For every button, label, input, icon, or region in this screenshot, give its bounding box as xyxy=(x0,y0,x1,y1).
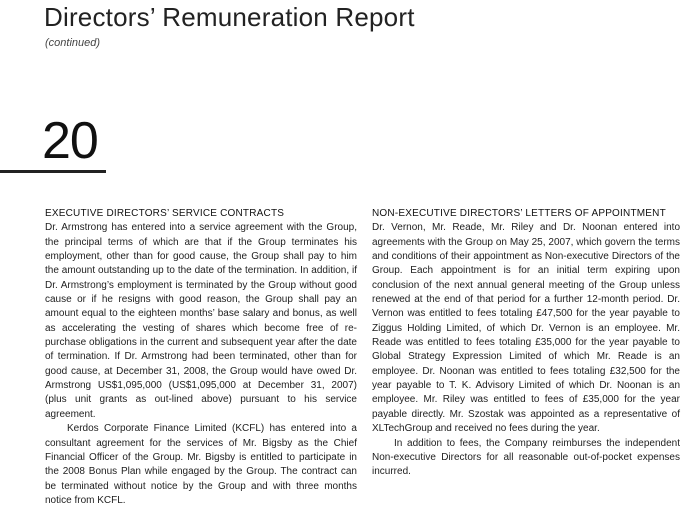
page-number: 20 xyxy=(42,112,98,170)
report-title: Directors’ Remuneration Report xyxy=(44,2,415,32)
paragraph-nonexecutive-fees: Dr. Vernon, Mr. Reade, Mr. Riley and Dr. Noonan entered into agreements with the Group on May 25, 2007, which govern the terms and conditions of their appointment as Non-executive Directors of the Group. Each appointment is for an initial term expiring upon conclusion of the next annual general meeting of the Group unless renewed at the end of that period for a further 12-month period. Dr. Vernon was entitled to fees totaling £47,500 for the year payable to Ziggus Holding Limited, of which Dr. Vernon is an employee. Mr. Reade was entitled to fees totaling £35,000 for the year payable to Global Strategy Expression Limited of which Mr. Reade is an employee. Dr. Noonan was entitled to fees totaling £32,500 for the year payable to T. K. Advisory Limited of which Dr. Noonan is an employee. Mr. Riley was entitled to fees of £35,000 for the year payable directly. Mr. Szostak was appointed as a representative of XLTechGroup and received no fees during the year. xyxy=(372,222,680,435)
report-subtitle: (continued) xyxy=(45,37,101,49)
paragraph-kcfl-agreement: Kerdos Corporate Finance Limited (KCFL) has entered into a consultant agreement for the services of Mr. Bigsby as the Chief Financial Officer of the Group. Mr. Bigsby is entitled to participate in the 2008 Bonus Plan while engaged by the Group. The contract can be terminated without notice by the Group and with three months notice from KCFL. xyxy=(45,423,357,506)
right-column xyxy=(372,207,680,480)
paragraph-expense-reimbursement: In addition to fees, the Company reimburses the independent Non-executive Directors for all reasonable out-of-pocket expenses incurred. xyxy=(372,437,680,478)
section-heading-nonexecutive-appointment: NON-EXECUTIVE DIRECTORS’ LETTERS OF APPOINTMENT xyxy=(372,208,666,219)
section-heading-executive-contracts: EXECUTIVE DIRECTORS’ SERVICE CONTRACTS xyxy=(45,208,285,219)
left-column xyxy=(45,207,357,508)
paragraph-armstrong-agreement: Dr. Armstrong has entered into a service agreement with the Group, the principal terms of which are that if the Group terminates his employment, other than for good cause, the Group shall pay to him the amount outstanding up to the date of the termination. In addition, if Dr. Armstrong’s employment is terminated by the Group without good cause or if he resigns with good reason, the Group shall pay an amount equal to the eighteen months’ base salary and bonus, as well as accelerating the vesting of shares which become free of re-purchase obligations in the current and subsequent year after the date of termination. If Dr. Armstrong had been terminated, other than for good cause, at December 31, 2008, the Group would have owed Dr. Armstrong US$1,095,000 (US$1,095,000 at December 31, 2007) (plus unit grants as out-lined above) pursuant to his service agreement. xyxy=(45,222,357,420)
page-number-rule xyxy=(0,170,106,173)
